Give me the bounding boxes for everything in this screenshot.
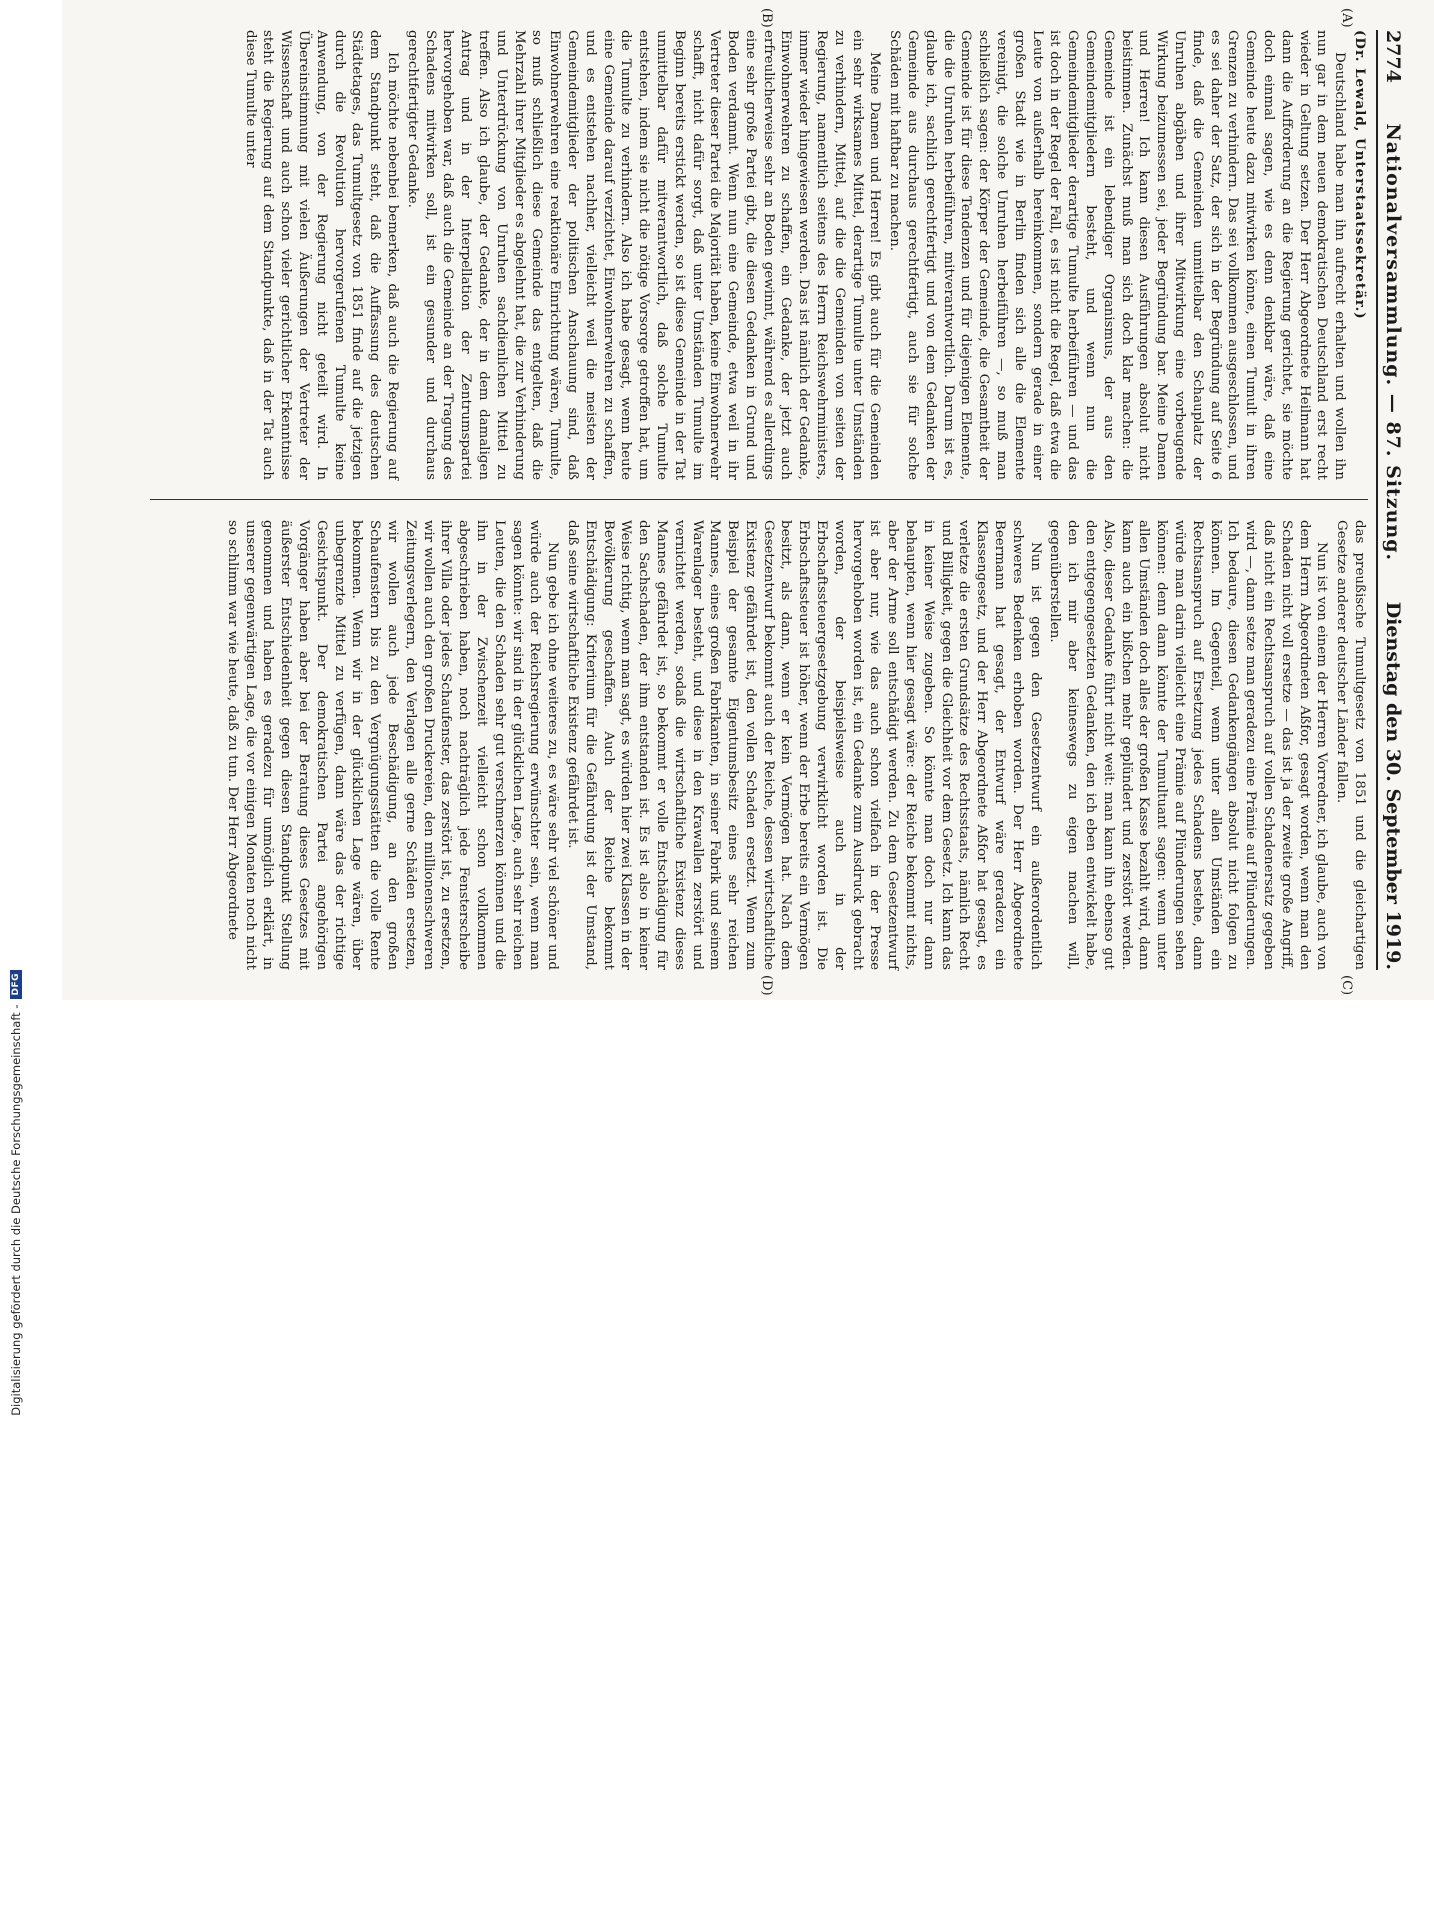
credit-text: Digitalisierung gefördert durch die Deutsche Forschungsgemeinschaft - [9,1004,23,1416]
margin-mark-b: (B) [759,8,774,28]
margin-mark-a: (A) [1339,8,1354,28]
column-divider [150,499,1368,500]
scanned-page [62,0,1434,1000]
page-number: 2774 [1382,30,1404,83]
paragraph: Nun ist von einem der Herren Vorredner, ich glaube, auch von dem Herrn Abgeordneten Aßfor, gesagt worden, wenn man den Schaden nicht voll ersetze — das ist ja der zweite große Angriff, daß nicht ein Rechtsanspruch auf vollen Schadenersatz gegeben wird —, dann setze man geradezu eine Prämie auf Plünderungen. Ich bedaure, diesen Gedankengängen absolut nicht folgen zu können. Im Gegenteil, wenn unter allen Umständen ein Rechtsanspruch auf Ersetzung jedes Schadens bestehe, dann würde man darin vielleicht eine Prämie auf Plünderungen sehen können: denn dann könnte der Tumultuant sagen: wenn unter allen Umständen doch alles der großen Kasse bezahlt wird, dann kann auch ein bißchen mehr geplündert und zerstört werden. Also, dieser Gedanke führt nicht weit: man kann ihn ebenso gut den entgegengesetzten Gedanken, den ich eben entwickelt habe, den ich mir aber keineswegs zu eigen machen will, gegenüberstellen. [1047,520,1330,970]
credit-strip [0,0,62,1416]
paragraph: Nun gebe ich ohne weiteres zu, es wäre sehr viel schöner und würde auch der Reichsregierung erwünschter sein, wenn man sagen könnte: wir sind in der glücklichen Lage, auch sehr reichen Leuten, die den Schaden sehr gut verschmerzen können und die ihn in der Zwischenzeit vielleicht schon vollkommen abgeschrieben haben, noch nachträglich jede Fensterscheibe ihrer Villa oder jedes Schaufenster, das zerstört ist, zu ersetzen, wir wollen auch den großen Druckereien, den millionenschweren Zeitungsverlegern, den Verlagen alle gerne Schäden ersetzen, wir wollen auch jede Beschädigung, an den großen Schaufenstern bis zu den Vergnügungsstätten die volle Rente bekommen. Wenn wir in der glücklichen Lage wären, über unbegrenzte Mittel zu verfügen, dann wäre das der richtige Gesichtspunkt. Der demokratischen Partei angehörigen Vorgänger haben aber bei der Beratung dieses Gesetzes mit äußerster Entschiedenheit gegen diesen Standpunkt Stellung genommen und haben es geradezu für unmöglich erklärt, in unserer gegenwärtigen Lage, die vor einigen Monaten noch nicht so schlimm war wie heute, daß zu tun. Der Herr Abgeordnete [224,520,561,970]
speaker-name: (Dr. Lewald, Unterstaatssekretär.) [1352,30,1368,320]
margin-mark-d: (D) [759,975,774,996]
dfg-logo-icon: DFG [10,970,22,999]
paragraph: Deutschland habe man ihn aufrecht erhalten und wollen ihn nun gar in dem neuen demokratischen Deutschland erst recht wieder in Geltung setzen. Der Herr Abgeordnete Heilmann hat dann die Aufforderung an die Regierung gerichtet, sie möchte doch einmal sagen, wie es denn denkbar wäre, daß eine Gemeinde heute dazu mitwirken könne, einen Tumult in ihren Grenzen zu verhindern. Das sei vollkommen ausgeschlossen, und es sei daher der Satz, der sich in der Begründung auf Seite 6 finde, daß die Gemeinden unmittelbar den Schauplatz der Unruhen abgäben und ihrer Mitwirkung eine vorbeugende Wirkung beizumessen sei, jeder Begründung bar. Meine Damen und Herren! Ich kann diesen Ausführungen absolut nicht beistimmen. Zunächst muß man sich doch klar machen: die Gemeinde ist ein lebendiger Organismus, der aus den Gemeindemitgliedern besteht, und wenn nun die Gemeindemitglieder derartige Tumulte herbeiführen — und das ist doch in der Regel der Fall, es ist nicht die Regel, daß etwa die Leute von außerhalb hereinkommen, sondern gerade in einer großen Stadt wie in Berlin finden sich alle die Elemente vereinigt, die solche Unruhen herbeiführen —, so muß man schließlich sagen: der Körper der Gemeinde, die Gesamtheit der Gemeinde ist für diese Tendenzen und für diejenigen Elemente, die die Unruhen herbeiführen, mitverantwortlich. Darum ist es, glaube ich, sachlich gerechtfertigt und von dem Gedanken der Gemeinde aus durchaus gerechtfertigt, auch sie für solche Schäden mit haftbar zu machen. [887,30,1348,480]
margin-mark-c: (C) [1339,975,1354,996]
left-column [150,30,1368,480]
paragraph: Ich möchte nebenbei bemerken, daß auch die Regierung auf dem Standpunkt steht, daß die Auffassung des deutschen Städtetages, das Tumultgesetz von 1851 finde auf die jetzigen durch die Revolution hervorgerufenen Tumulte keine Anwendung, von der Regierung nicht geteilt wird. In Übereinstimmung mit vielen Äußerungen der Vertreter der Wissenschaft und auch schon vieler gerichtlicher Erkenntnisse steht die Regierung auf dem Standpunkte, daß in der Tat auch diese Tumulte unter [242,30,400,480]
right-column [150,520,1368,970]
paragraph: das preußische Tumultgesetz von 1851 und die gleichartigen Gesetze anderer deutscher Länder fallen. [1334,520,1367,970]
page-title: Nationalversammlung. — 87. Sitzung. [1382,123,1404,562]
paragraph: Meine Damen und Herren! Es gibt auch für die Gemeinden ein sehr wirksames Mittel, derartige Tumulte unter Umständen zu verhindern, Mittel, auf die die Gemeinden von seiten der Regierung, namentlich seitens des Herrn Reichswehrministers, immer wieder hingewiesen werden. Das ist nämlich der Gedanke, Einwohnerwehren zu schaffen, ein Gedanke, der jetzt auch erfreulicherweise sehr an Boden gewinnt, während es allerdings eine sehr große Partei gibt, die diesen Gedanken in Grund und Boden verdammt. Wenn nun eine Gemeinde, etwa weil in ihr Vertreter dieser Partei die Majorität haben, keine Einwohnerwehr schafft, nicht dafür sorgt, daß unter Umständen Tumulte im Beginn bereits erstickt werden, so ist diese Gemeinde in der Tat unmittelbar dafür mitverantwortlich, daß solche Tumulte entstehen, indem sie nicht die nötige Vorsorge getroffen hat, um die Tumulte zu verhindern. Also ich habe gesagt, wenn heute eine Gemeinde darauf verzichtet, Einwohnerwehren zu schaffen, und es entstehen nachher, vielleicht weil die meisten der Gemeindemitglieder der politischen Anschauung sind, daß Einwohnerwehren eine reaktionäre Einrichtung wären, Tumulte, so muß schließlich diese Gemeinde das entgelten, daß die Mehrzahl ihrer Mitglieder es abgelehnt hat, die zur Verhinderung und Unterdrückung von Unruhen sachdienlichen Mittel zu treffen. Also ich glaube, der Gedanke, der in dem damaligen Antrag und in der Interpellation der Zentrumspartei hervorgehoben war, daß auch die Gemeinde an der Tragung des Schadens mitwirken soll, ist ein gesunder und durchaus gerechtfertigter Gedanke. [404,30,883,480]
session-date: Dienstag den 30. September 1919. [1382,601,1404,970]
rotated-page-content [124,0,1434,1000]
digitization-credit [8,970,24,1930]
page-header [1376,30,1416,970]
speaker-line [1350,30,1368,480]
paragraph: Nun ist gegen den Gesetzentwurf ein außerordentlich schweres Bedenken erhoben worden. Der Herr Abgeordnete Beermann hat gesagt, der Entwurf wäre geradezu ein Klassengesetz, und der Herr Abgeordnete Aßfor hat gesagt, es verletze die ersten Grundsätze des Rechtsstaats, nämlich Recht und Billigkeit, gegen die Gleichheit vor dem Gesetz. Ich kann das in keiner Weise zugeben. So könnte man doch nur dann behaupten, wenn hier gesagt wäre: der Reiche bekommt nichts, aber der Arme soll entschädigt werden. Zu dem Gesetzentwurf ist aber nur, wie das auch schon vielfach in der Presse hervorgehoben worden ist, ein Gedanke zum Ausdruck gebracht worden, der beispielsweise auch in der Erbschaftssteuergesetzgebung verwirklicht worden ist. Die Erbschaftssteuer ist höher, wenn der Erbe bereits ein Vermögen besitzt, als dann, wenn er kein Vermögen hat. Nach dem Gesetzentwurf bekommt auch der Reiche, dessen wirtschaftliche Existenz gefährdet ist, den vollen Schaden ersetzt. Wenn zum Beispiel der gesamte Eigentumsbesitz eines sehr reichen Mannes, eines großen Fabrikanten, in seiner Fabrik und seinem Warenlager besteht, und diese in den Krawallen zerstört und vernichtet werden, sodaß die wirtschaftliche Existenz dieses Mannes gefährdet ist, so bekommt er volle Entschädigung für den Sachschaden, der ihm entstanden ist. Es ist also in keiner Weise richtig, wenn man sagt, es würden hier zwei Klassen in der Bevölkerung geschaffen. Auch der Reiche bekommt Entschädigung: Kriterium für die Gefährdung ist der Umstand, daß seine wirtschaftliche Existenz gefährdet ist. [564,520,1043,970]
